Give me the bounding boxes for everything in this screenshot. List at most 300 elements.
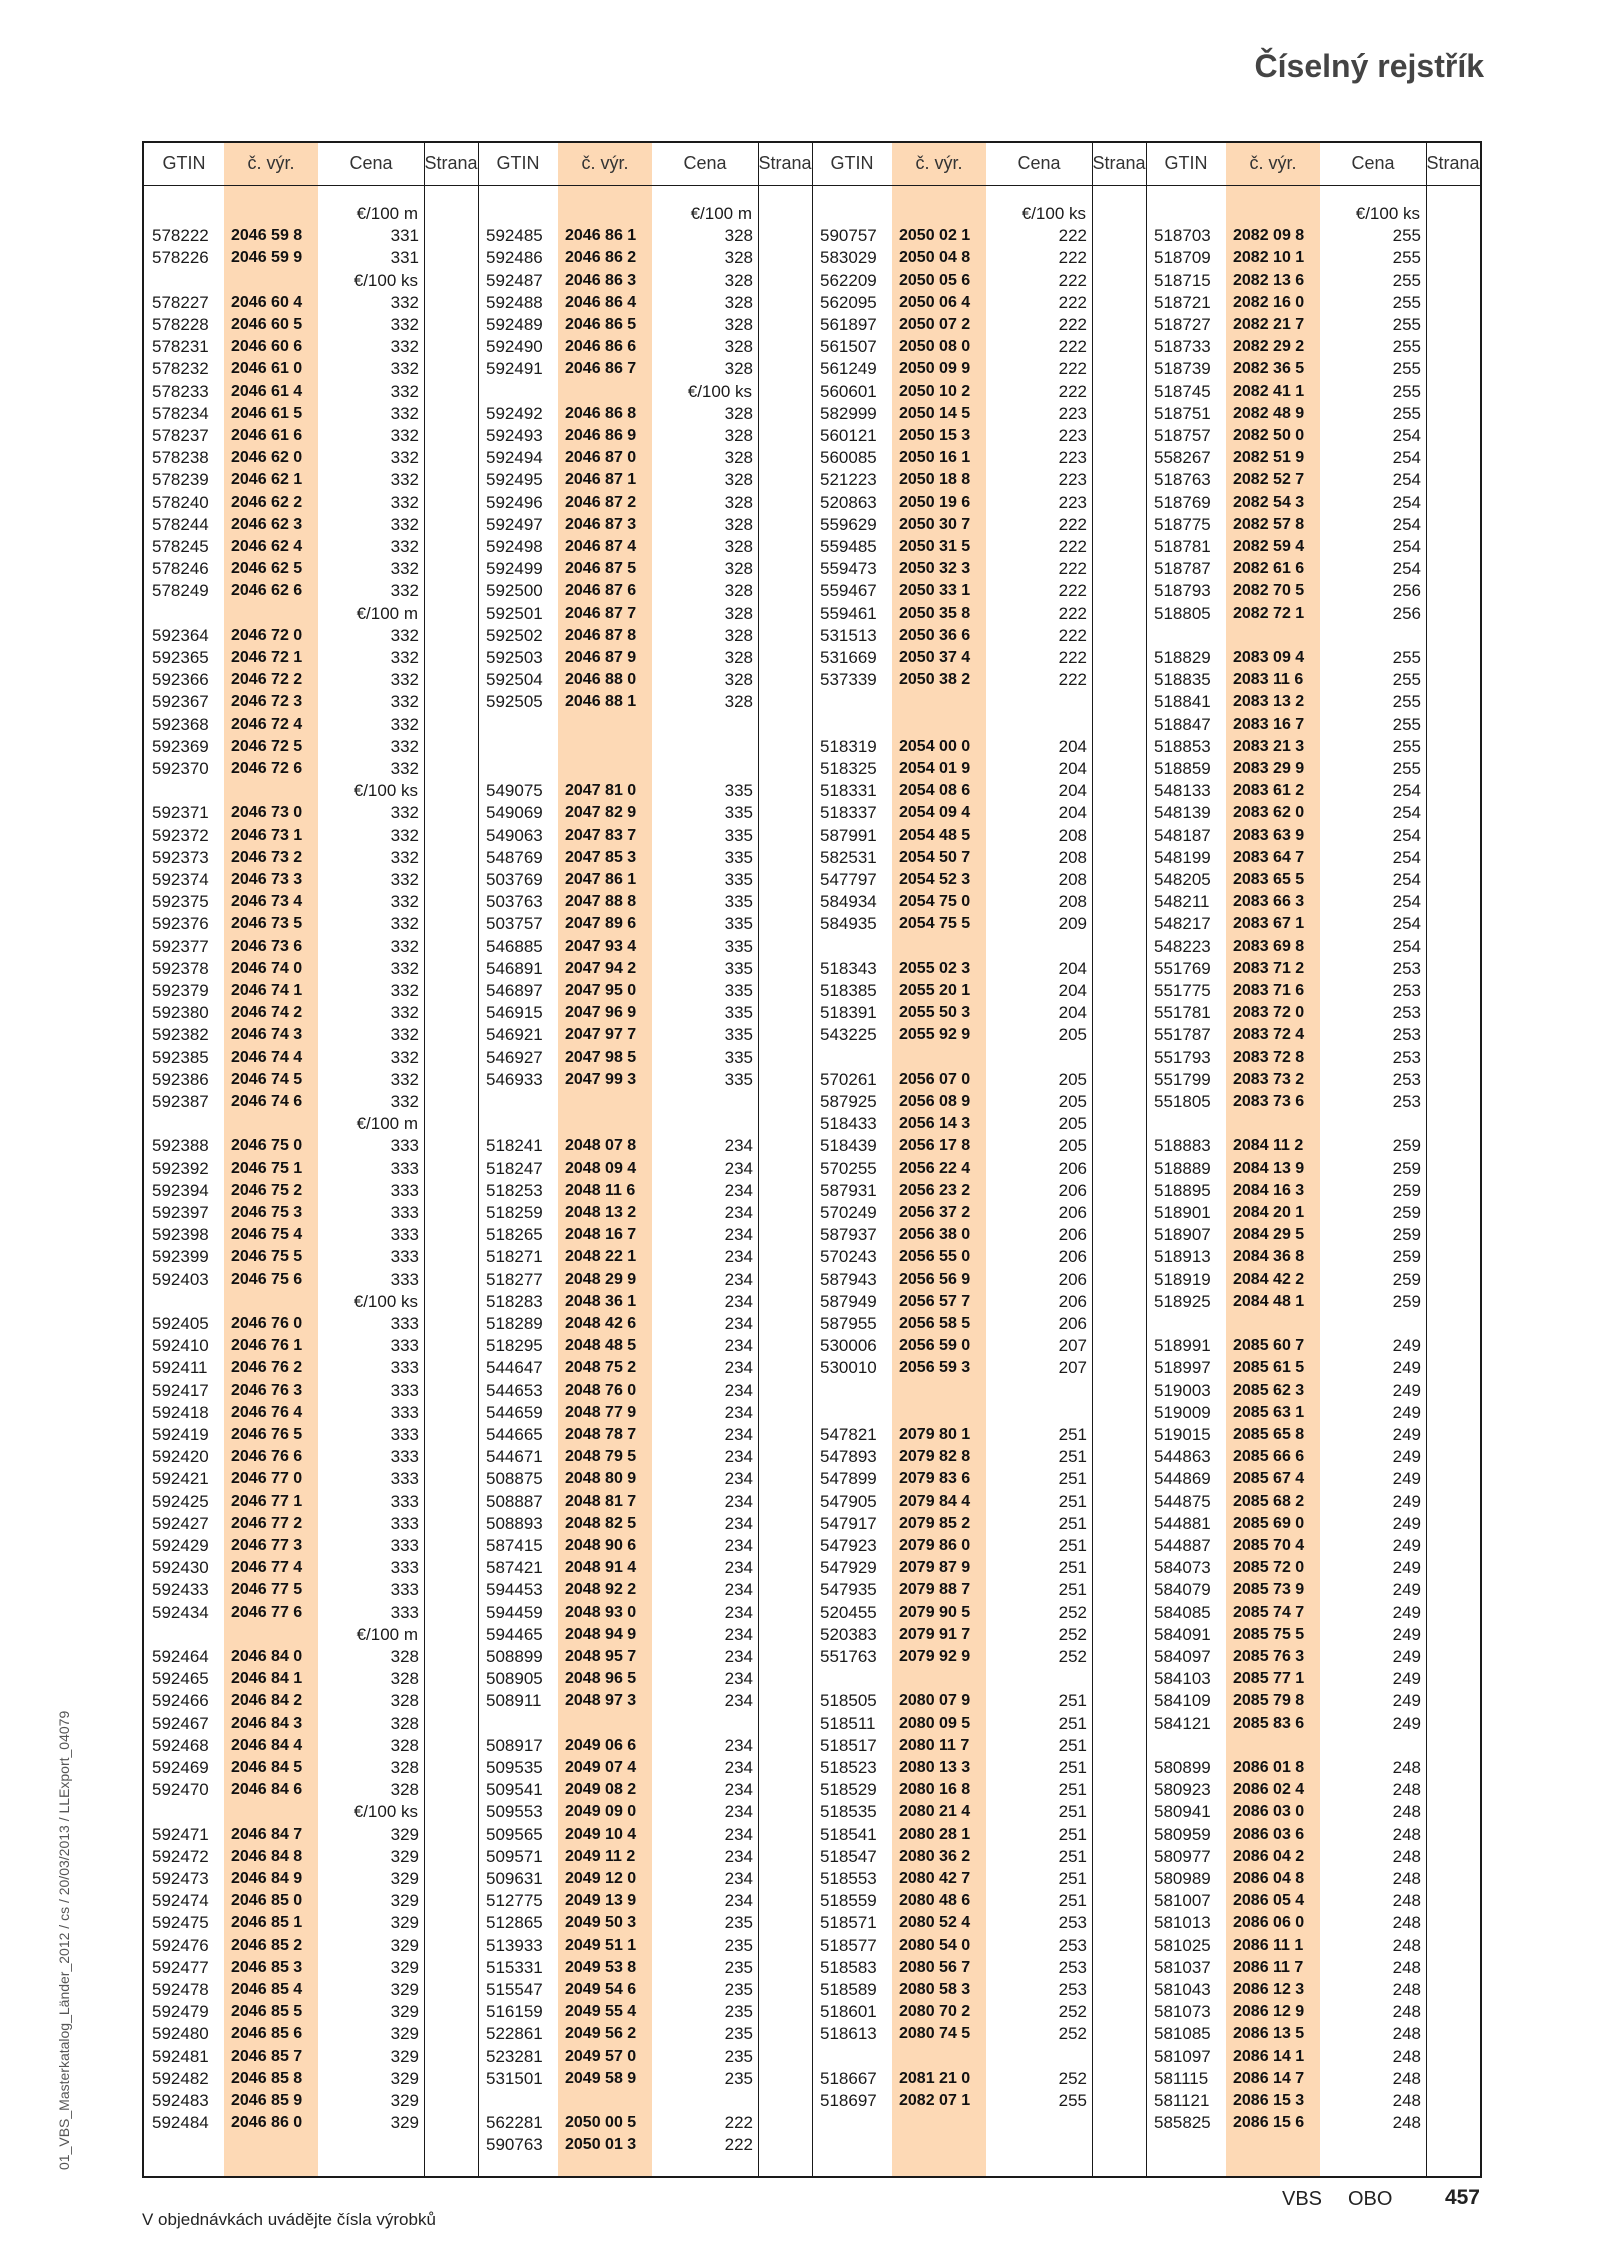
page-ref-cell: 333 xyxy=(390,1558,419,1578)
column-header: č. výr. xyxy=(915,153,963,173)
column-header: Strana xyxy=(1426,153,1480,173)
gtin-cell: 592487 xyxy=(486,270,543,290)
page-ref-cell: 259 xyxy=(1392,1225,1421,1245)
product-number-cell: 2085 73 9 xyxy=(1233,1581,1305,1599)
gtin-cell: 583029 xyxy=(820,248,877,268)
table-row xyxy=(144,1824,478,1846)
gtin-cell: 518847 xyxy=(1154,714,1211,734)
gtin-cell: 518727 xyxy=(1154,315,1211,334)
page-ref-cell: 234 xyxy=(724,1180,753,1200)
table-row xyxy=(812,1690,1146,1712)
table-row xyxy=(478,1912,812,1934)
table-row xyxy=(812,1313,1146,1335)
product-number-cell: 2082 50 0 xyxy=(1233,427,1305,444)
gtin-cell: 584109 xyxy=(1154,1691,1211,1711)
column-header: č. výr. xyxy=(1249,153,1297,173)
product-number-cell: 2048 48 5 xyxy=(565,1337,637,1355)
page-ref-cell: 255 xyxy=(1392,292,1421,312)
table-row xyxy=(478,625,812,647)
table-row xyxy=(478,1557,812,1579)
gtin-cell: 580977 xyxy=(1154,1846,1211,1866)
page-ref-cell: 332 xyxy=(390,714,419,734)
page-ref-cell: 329 xyxy=(390,2091,419,2110)
product-number-cell: 2050 01 3 xyxy=(565,2136,637,2154)
page-ref-cell: 222 xyxy=(1058,337,1087,357)
page-ref-cell: 254 xyxy=(1392,803,1421,823)
page-ref-cell: 259 xyxy=(1392,1247,1421,1267)
table-row xyxy=(1146,1002,1480,1024)
gtin-cell: 551793 xyxy=(1154,1047,1211,1067)
gtin-cell: 592501 xyxy=(486,603,543,623)
page-ref-cell: 248 xyxy=(1392,1891,1421,1911)
page-ref-cell: 335 xyxy=(724,870,753,889)
gtin-cell: 518991 xyxy=(1154,1336,1211,1356)
price-unit-label: €/100 ks xyxy=(687,381,752,401)
table-row xyxy=(144,1357,478,1379)
product-number-cell: 2085 60 7 xyxy=(1233,1337,1305,1355)
page-number: 457 xyxy=(1444,2186,1480,2209)
product-number-cell: 2046 87 3 xyxy=(565,515,637,533)
gtin-cell: 518529 xyxy=(820,1780,877,1800)
gtin-cell: 592387 xyxy=(152,1092,209,1111)
product-number-cell: 2086 15 6 xyxy=(1233,2114,1305,2132)
product-number-cell: 2046 72 2 xyxy=(231,671,303,689)
table-row xyxy=(478,1957,812,1979)
gtin-cell: 518805 xyxy=(1154,603,1211,623)
product-number-cell: 2085 61 5 xyxy=(1233,1359,1305,1377)
product-number-cell: 2083 29 9 xyxy=(1233,760,1305,777)
gtin-cell: 520383 xyxy=(820,1624,877,1644)
product-number-cell: 2086 11 7 xyxy=(1233,1958,1304,1976)
page-ref-cell: 249 xyxy=(1392,1336,1421,1356)
page-ref-cell: 251 xyxy=(1058,1580,1087,1600)
gtin-cell: 551805 xyxy=(1154,1092,1211,1111)
table-row xyxy=(1146,2046,1480,2068)
product-number-cell: 2083 16 7 xyxy=(1233,715,1305,733)
page-title: Číselný rejstřík xyxy=(1254,48,1484,84)
table-row xyxy=(478,1757,812,1779)
gtin-cell: 519009 xyxy=(1154,1402,1211,1422)
page-ref-cell: 328 xyxy=(724,470,753,490)
gtin-cell: 548133 xyxy=(1154,781,1211,801)
product-number-cell: 2048 77 9 xyxy=(565,1403,637,1421)
table-row xyxy=(1146,1602,1480,1624)
gtin-cell: 592418 xyxy=(152,1402,209,1422)
table-row xyxy=(478,1135,812,1157)
gtin-cell: 509541 xyxy=(486,1780,543,1800)
table-row xyxy=(478,492,812,514)
column-header: Cena xyxy=(349,153,393,173)
product-number-cell: 2050 38 2 xyxy=(899,671,971,689)
product-number-cell: 2046 77 5 xyxy=(231,1581,303,1599)
product-number-cell: 2046 72 0 xyxy=(231,626,303,644)
table-row xyxy=(1146,336,1480,358)
table-row xyxy=(144,1668,478,1690)
page-ref-cell: 254 xyxy=(1392,514,1421,534)
product-number-cell: 2056 17 8 xyxy=(899,1137,971,1155)
page-ref-cell: 332 xyxy=(390,315,419,334)
product-number-cell: 2050 15 3 xyxy=(899,427,971,444)
table-row xyxy=(478,358,812,380)
page-ref-cell: 255 xyxy=(1392,714,1421,734)
product-number-cell: 2046 72 3 xyxy=(231,693,303,711)
table-row xyxy=(478,691,812,713)
table-row xyxy=(812,225,1146,247)
table-row xyxy=(1146,225,1480,247)
page-ref-cell: 333 xyxy=(390,1536,419,1555)
gtin-cell: 582999 xyxy=(820,403,877,423)
gtin-cell: 592366 xyxy=(152,670,209,690)
gtin-cell: 518319 xyxy=(820,736,877,756)
gtin-cell: 592485 xyxy=(486,226,543,246)
table-row xyxy=(478,2134,812,2156)
table-row xyxy=(1146,1713,1480,1735)
gtin-cell: 551799 xyxy=(1154,1069,1211,1089)
page-ref-cell: 332 xyxy=(390,892,419,912)
page-ref-cell: 256 xyxy=(1392,603,1421,623)
page-ref-cell: 254 xyxy=(1392,470,1421,490)
gtin-cell: 518343 xyxy=(820,958,877,978)
gtin-cell: 518589 xyxy=(820,1980,877,1999)
table-row xyxy=(478,1380,812,1402)
product-number-cell: 2046 76 2 xyxy=(231,1359,303,1377)
page-ref-cell: 251 xyxy=(1058,1469,1087,1489)
page-ref-cell: 251 xyxy=(1058,1691,1087,1711)
gtin-cell: 547899 xyxy=(820,1469,877,1489)
table-row xyxy=(812,1602,1146,1624)
page-ref-cell: 222 xyxy=(1058,670,1087,690)
page-ref-cell: 249 xyxy=(1392,1513,1421,1533)
table-row xyxy=(812,514,1146,536)
gtin-cell: 518325 xyxy=(820,759,877,778)
page-ref-cell: 255 xyxy=(1392,270,1421,290)
table-row xyxy=(812,1935,1146,1957)
product-number-cell: 2046 75 3 xyxy=(231,1204,303,1221)
page-ref-cell: 328 xyxy=(724,625,753,645)
page-ref-cell: 204 xyxy=(1058,958,1087,978)
product-number-cell: 2047 94 2 xyxy=(565,959,637,977)
product-number-cell: 2085 83 6 xyxy=(1233,1714,1305,1732)
table-row xyxy=(812,625,1146,647)
table-row xyxy=(478,292,812,314)
product-number-cell: 2046 77 3 xyxy=(231,1537,303,1554)
page-ref-cell: 235 xyxy=(724,2068,753,2088)
page-ref-cell: 251 xyxy=(1058,1713,1087,1733)
page-ref-cell: 329 xyxy=(390,1935,419,1955)
page-ref-cell: 333 xyxy=(390,1580,419,1600)
gtin-cell: 592493 xyxy=(486,426,543,445)
product-number-cell: 2085 77 1 xyxy=(1233,1670,1305,1688)
page-ref-cell: 249 xyxy=(1392,1536,1421,1555)
gtin-cell: 518901 xyxy=(1154,1203,1211,1222)
gtin-cell: 509631 xyxy=(486,1869,543,1888)
page-ref-cell: 222 xyxy=(1058,514,1087,534)
gtin-cell: 592376 xyxy=(152,914,209,934)
table-row xyxy=(812,1424,1146,1446)
table-row xyxy=(144,913,478,935)
product-number-cell: 2085 75 5 xyxy=(1233,1625,1305,1643)
table-row xyxy=(1146,1091,1480,1113)
gtin-cell: 518613 xyxy=(820,2024,877,2044)
gtin-cell: 592488 xyxy=(486,292,543,312)
table-row xyxy=(478,403,812,425)
gtin-cell: 592397 xyxy=(152,1203,209,1222)
table-row xyxy=(144,403,478,425)
gtin-cell: 546927 xyxy=(486,1047,543,1067)
table-row xyxy=(478,891,812,913)
product-number-cell: 2046 86 1 xyxy=(565,227,637,245)
page-ref-cell: 253 xyxy=(1392,1047,1421,1067)
table-row xyxy=(478,447,812,469)
gtin-cell: 578227 xyxy=(152,292,209,312)
product-number-cell: 2047 99 3 xyxy=(565,1070,637,1088)
page-ref-cell: 329 xyxy=(390,2113,419,2133)
table-row xyxy=(812,736,1146,758)
product-number-cell: 2083 09 4 xyxy=(1233,649,1305,666)
page-ref-cell: 332 xyxy=(390,381,419,401)
gtin-cell: 546921 xyxy=(486,1025,543,1045)
page-ref-cell: 235 xyxy=(724,2002,753,2022)
product-number-cell: 2046 61 0 xyxy=(231,360,303,378)
table-row xyxy=(478,1735,812,1757)
gtin-cell: 592499 xyxy=(486,559,543,579)
table-row xyxy=(1146,1202,1480,1224)
page-ref-cell: 248 xyxy=(1392,1935,1421,1955)
page-ref-cell: 235 xyxy=(724,1913,753,1933)
column-header: GTIN xyxy=(830,153,874,173)
page-ref-cell: 206 xyxy=(1058,1269,1087,1289)
page-ref-cell: 333 xyxy=(390,1402,419,1422)
gtin-cell: 548769 xyxy=(486,847,543,867)
page-ref-cell: 251 xyxy=(1058,1824,1087,1844)
gtin-cell: 584934 xyxy=(820,892,877,912)
gtin-cell: 544887 xyxy=(1154,1536,1211,1555)
table-row xyxy=(812,1024,1146,1046)
gtin-cell: 562209 xyxy=(820,270,877,290)
page-ref-cell: 255 xyxy=(1392,315,1421,334)
product-number-cell: 2083 13 2 xyxy=(1233,693,1305,711)
product-number-cell: 2085 72 0 xyxy=(1233,1559,1305,1577)
table-row xyxy=(1146,1246,1480,1268)
gtin-cell: 590763 xyxy=(486,2135,543,2155)
gtin-cell: 578245 xyxy=(152,537,209,556)
table-row xyxy=(1146,1291,1480,1313)
column-header: GTIN xyxy=(162,153,206,173)
product-number-cell: 2082 61 6 xyxy=(1233,560,1305,578)
product-number-cell: 2046 88 1 xyxy=(565,693,637,711)
gtin-cell: 578232 xyxy=(152,359,209,379)
product-number-cell: 2079 88 7 xyxy=(899,1581,971,1599)
product-number-cell: 2048 82 5 xyxy=(565,1514,637,1532)
table-row xyxy=(478,469,812,491)
product-number-cell: 2086 05 4 xyxy=(1233,1892,1305,1910)
gtin-cell: 518829 xyxy=(1154,648,1211,667)
product-number-cell: 2056 55 0 xyxy=(899,1248,971,1266)
table-row xyxy=(1146,1890,1480,1912)
gtin-cell: 518763 xyxy=(1154,470,1211,490)
page-ref-cell: 249 xyxy=(1392,1602,1421,1622)
page-ref-cell: 234 xyxy=(724,1846,753,1866)
table-row xyxy=(478,580,812,602)
product-number-cell: 2048 09 4 xyxy=(565,1159,637,1177)
gtin-cell: 518559 xyxy=(820,1891,877,1911)
table-row xyxy=(1146,869,1480,891)
table-row xyxy=(478,1579,812,1601)
gtin-cell: 592477 xyxy=(152,1957,209,1977)
page-ref-cell: 332 xyxy=(390,337,419,357)
page-ref-cell: 253 xyxy=(1392,1069,1421,1089)
gtin-cell: 551787 xyxy=(1154,1025,1211,1045)
page-ref-cell: 251 xyxy=(1058,1491,1087,1511)
table-row xyxy=(812,1269,1146,1291)
product-number-cell: 2046 84 3 xyxy=(231,1714,303,1732)
page-ref-cell: 333 xyxy=(390,1247,419,1267)
gtin-cell: 592398 xyxy=(152,1225,209,1245)
page-ref-cell: 249 xyxy=(1392,1647,1421,1666)
product-number-cell: 2054 75 0 xyxy=(899,893,971,911)
page-ref-cell: 254 xyxy=(1392,914,1421,934)
product-number-cell: 2046 85 9 xyxy=(231,2092,303,2109)
product-number-cell: 2056 37 2 xyxy=(899,1204,971,1221)
page-ref-cell: 234 xyxy=(724,1291,753,1311)
product-number-cell: 2048 97 3 xyxy=(565,1692,637,1710)
product-number-cell: 2046 86 9 xyxy=(565,427,637,444)
table-row xyxy=(1146,2001,1480,2023)
table-row xyxy=(1146,1491,1480,1513)
page-ref-cell: 329 xyxy=(390,2024,419,2044)
page-ref-cell: 328 xyxy=(724,292,753,312)
table-row xyxy=(144,580,478,602)
table-row xyxy=(1146,1757,1480,1779)
page-ref-cell: 206 xyxy=(1058,1203,1087,1222)
product-number-cell: 2083 69 8 xyxy=(1233,937,1305,955)
product-number-cell: 2048 91 4 xyxy=(565,1559,637,1577)
gtin-cell: 580959 xyxy=(1154,1824,1211,1844)
page-ref-cell: 335 xyxy=(724,936,753,956)
table-row xyxy=(478,1646,812,1668)
table-row xyxy=(478,958,812,980)
product-number-cell: 2083 73 2 xyxy=(1233,1070,1305,1088)
table-row xyxy=(144,1446,478,1468)
table-row xyxy=(812,2090,1146,2112)
product-number-cell: 2046 62 1 xyxy=(231,471,303,489)
table-row xyxy=(144,1757,478,1779)
gtin-cell: 518757 xyxy=(1154,426,1211,445)
product-number-cell: 2048 96 5 xyxy=(565,1670,637,1688)
page-ref-cell: 249 xyxy=(1392,1469,1421,1489)
table-row xyxy=(478,869,812,891)
product-number-cell: 2048 76 0 xyxy=(565,1381,637,1399)
table-row xyxy=(144,625,478,647)
gtin-cell: 518889 xyxy=(1154,1158,1211,1178)
table-row xyxy=(812,1335,1146,1357)
product-number-cell: 2086 04 8 xyxy=(1233,1870,1305,1887)
gtin-cell: 592378 xyxy=(152,958,209,978)
product-number-cell: 2050 35 8 xyxy=(899,604,971,622)
product-number-cell: 2046 85 6 xyxy=(231,2025,303,2043)
table-row xyxy=(1146,958,1480,980)
page-ref-cell: 329 xyxy=(390,2002,419,2022)
page-ref-cell: 222 xyxy=(1058,537,1087,556)
product-number-cell: 2046 72 6 xyxy=(231,760,303,777)
table-row xyxy=(478,247,812,269)
gtin-cell: 587943 xyxy=(820,1269,877,1289)
gtin-cell: 592403 xyxy=(152,1269,209,1289)
page-ref-cell: 259 xyxy=(1392,1180,1421,1200)
product-number-cell: 2083 72 0 xyxy=(1233,1004,1305,1022)
price-unit-label: €/100 ks xyxy=(1355,204,1420,223)
page-ref-cell: 222 xyxy=(1058,226,1087,246)
page-ref-cell: 252 xyxy=(1058,2024,1087,2044)
gtin-cell: 592502 xyxy=(486,625,543,645)
gtin-cell: 578231 xyxy=(152,337,209,357)
gtin-cell: 587937 xyxy=(820,1225,877,1245)
product-number-cell: 2046 84 4 xyxy=(231,1736,303,1754)
table-row xyxy=(1146,292,1480,314)
page-ref-cell: 259 xyxy=(1392,1291,1421,1311)
page-ref-cell: 206 xyxy=(1058,1314,1087,1333)
page-ref-cell: 252 xyxy=(1058,2068,1087,2088)
gtin-cell: 548211 xyxy=(1154,892,1210,912)
table-row xyxy=(144,1202,478,1224)
product-number-cell: 2079 87 9 xyxy=(899,1559,971,1577)
gtin-cell: 518895 xyxy=(1154,1180,1211,1200)
table-row xyxy=(478,1779,812,1801)
gtin-cell: 518391 xyxy=(820,1003,877,1023)
gtin-cell: 581097 xyxy=(1154,2046,1211,2066)
table-row xyxy=(1146,1912,1480,1934)
product-number-cell: 2056 57 7 xyxy=(899,1292,971,1310)
gtin-cell: 592372 xyxy=(152,825,209,845)
table-row xyxy=(1146,802,1480,824)
product-number-cell: 2083 64 7 xyxy=(1233,848,1305,866)
product-number-cell: 2080 09 5 xyxy=(899,1714,971,1732)
table-row xyxy=(1146,1624,1480,1646)
table-row xyxy=(1146,736,1480,758)
product-number-cell: 2056 14 3 xyxy=(899,1115,971,1133)
table-row xyxy=(1146,647,1480,669)
product-number-cell: 2085 79 8 xyxy=(1233,1692,1305,1710)
gtin-cell: 592498 xyxy=(486,537,543,556)
product-number-cell: 2046 84 5 xyxy=(231,1759,303,1776)
page-ref-cell: 328 xyxy=(724,692,753,712)
product-number-cell: 2050 02 1 xyxy=(899,227,971,245)
table-row xyxy=(144,558,478,580)
column-header: GTIN xyxy=(496,153,540,173)
gtin-cell: 547821 xyxy=(820,1425,877,1444)
gtin-cell: 518925 xyxy=(1154,1291,1211,1311)
product-number-cell: 2046 87 7 xyxy=(565,604,637,622)
page-ref-cell: 234 xyxy=(724,1536,753,1555)
table-row xyxy=(478,647,812,669)
column-header: GTIN xyxy=(1164,153,1208,173)
table-row xyxy=(478,1246,812,1268)
product-number-cell: 2086 12 9 xyxy=(1233,2003,1305,2021)
gtin-cell: 544863 xyxy=(1154,1447,1211,1467)
table-row xyxy=(478,1846,812,1868)
table-row xyxy=(144,1646,478,1668)
product-number-cell: 2084 20 1 xyxy=(1233,1204,1305,1221)
page-ref-cell: 251 xyxy=(1058,1558,1087,1578)
product-number-cell: 2046 87 6 xyxy=(565,582,637,600)
gtin-cell: 518913 xyxy=(1154,1247,1211,1267)
product-number-cell: 2046 77 2 xyxy=(231,1514,303,1532)
page-ref-cell: 329 xyxy=(390,1957,419,1977)
gtin-cell: 548205 xyxy=(1154,870,1211,889)
gtin-cell: 513933 xyxy=(486,1935,543,1955)
gtin-cell: 592503 xyxy=(486,648,543,667)
table-row xyxy=(144,1735,478,1757)
